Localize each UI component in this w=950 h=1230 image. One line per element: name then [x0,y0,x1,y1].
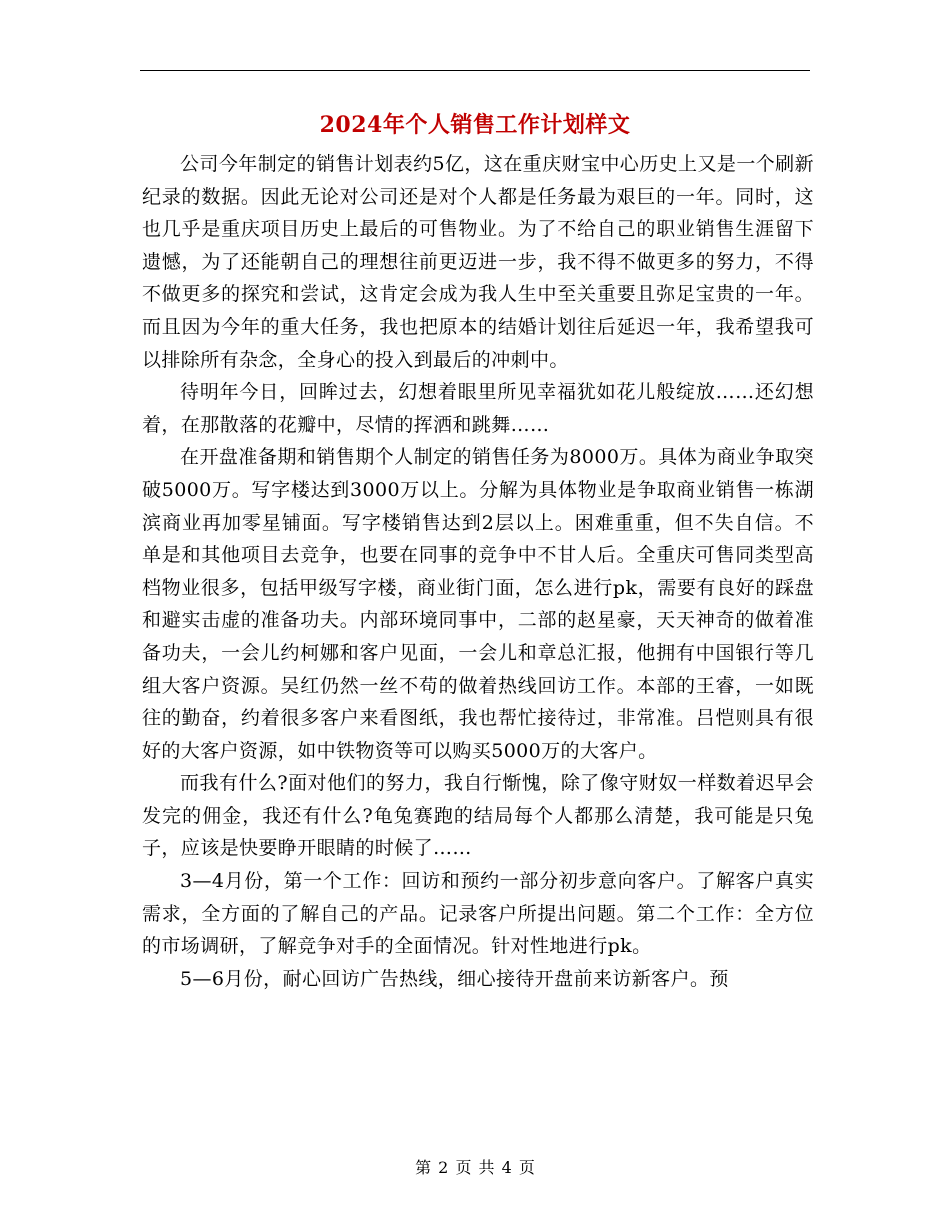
paragraph: 而我有什么?面对他们的努力，我自行惭愧，除了像守财奴一样数着迟早会发完的佣金，我还有什么?龟兔赛跑的结局每个人都那么清楚，我可能是只兔子，应该是快要睁开眼睛的时候了…… [142,772,814,860]
header-rule [140,70,810,71]
paragraph: 在开盘准备期和销售期个人制定的销售任务为8000万。具体为商业争取突破5000万。写字楼达到3000万以上。分解为具体物业是争取商业销售一栋湖滨商业再加零星铺面。写字楼销售达到2层以上。困难重重，但不失自信。不单是和其他项目去竞争，也要在同事的竞争中不甘人后。全重庆可售同类型高档物业很多，包括甲级写字楼，商业街门面，怎么进行pk，需要有良好的踩盘和避实击虚的准备功夫。内部环境同事中，二部的赵星豪，天天神奇的做着准备功夫，一会儿约柯娜和客户见面，一会儿和章总汇报，他拥有中国银行等几组大客户资源。吴红仍然一丝不苟的做着热线回访工作。本部的王睿，一如既往的勤奋，约着很多客户来看图纸，我也帮忙接待过，非常准。吕恺则具有很好的大客户资源，如中铁物资等可以购买5000万的大客户。 [142,446,814,762]
document-title: 2024年个人销售工作计划样文 [319,112,631,138]
paragraph: 待明年今日，回眸过去，幻想着眼里所见幸福犹如花儿般绽放……还幻想着，在那散落的花瓣中，尽情的挥洒和跳舞…… [142,381,814,436]
document-body [142,148,814,995]
paragraph: 5—6月份，耐心回访广告热线，细心接待开盘前来访新客户。预 [180,967,729,990]
paragraph: 3—4月份，第一个工作：回访和预约一部分初步意向客户。了解客户真实需求，全方面的了解自己的产品。记录客户所提出问题。第二个工作：全方位的市场调研，了解竞争对手的全面情况。针对性地进行pk。 [142,870,814,958]
paragraph: 公司今年制定的销售计划表约5亿，这在重庆财宝中心历史上又是一个刷新纪录的数据。因此无论对公司还是对个人都是任务最为艰巨的一年。同时，这也几乎是重庆项目历史上最后的可售物业。为了不给自己的职业销售生涯留下遗憾，为了还能朝自己的理想往前更迈进一步，我不得不做更多的努力，不得不做更多的探究和尝试，这肯定会成为我人生中至关重要且弥足宝贵的一年。而且因为今年的重大任务，我也把原本的结婚计划往后延迟一年，我希望我可以排除所有杂念，全身心的投入到最后的冲刺中。 [142,153,814,371]
page-number: 第 2 页 共 4 页 [415,1158,535,1177]
